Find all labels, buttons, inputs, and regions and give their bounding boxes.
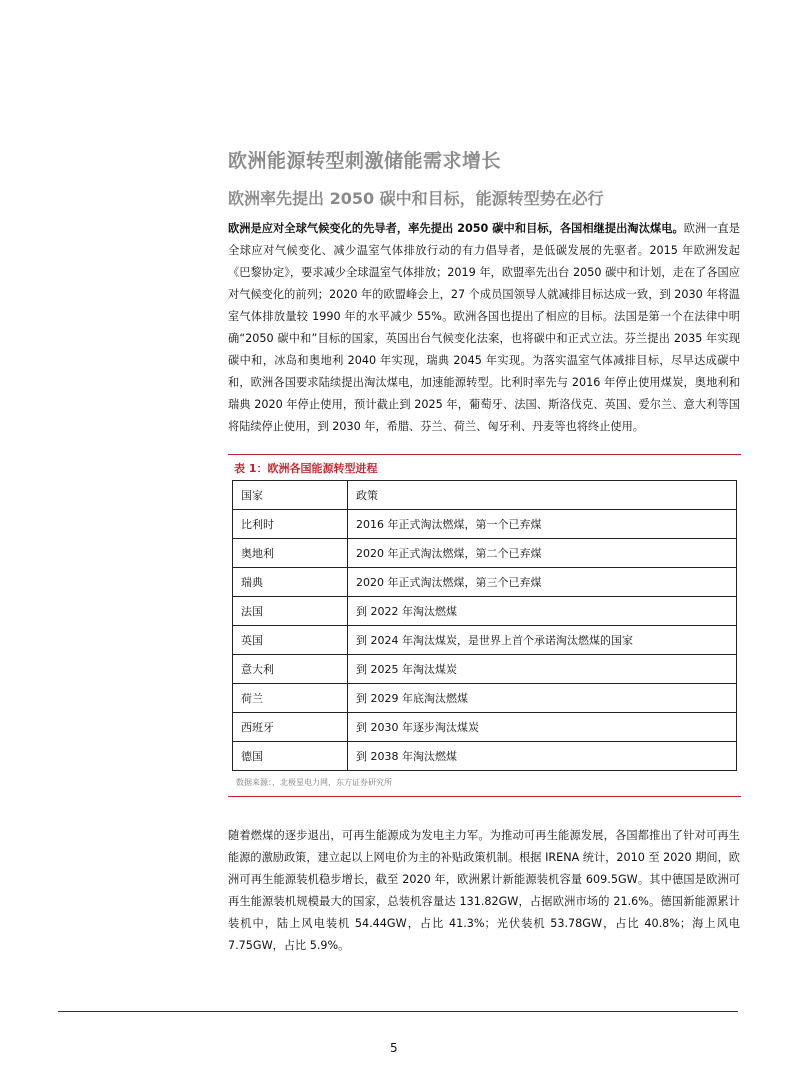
page-number: 5 bbox=[390, 1041, 398, 1055]
table-row bbox=[233, 626, 737, 655]
country-cell: 荷兰 bbox=[233, 684, 348, 713]
country-cell: 西班牙 bbox=[233, 713, 348, 742]
policy-cell: 到 2024 年淘汰煤炭，是世界上首个承诺淘汰燃煤的国家 bbox=[348, 626, 737, 655]
table-title: 表 1：欧洲各国能源转型进程 bbox=[234, 462, 378, 475]
country-cell: 意大利 bbox=[233, 655, 348, 684]
country-cell: 奥地利 bbox=[233, 539, 348, 568]
renewables-paragraph: 随着燃煤的逐步退出，可再生能源成为发电主力军。为推动可再生能源发展，各国都推出了针对可再生能源的激励政策，建立起以上网电价为主的补贴政策机制。根据 IRENA 统计，2010 至 2020 期间，欧洲可再生能源装机稳步增长，截至 2020 年，欧洲累计新能源装机容量 609.5GW。其中德国是欧洲可再生能源装机规模最大的国家，总装机容量达 131.82GW，占据欧洲市场的 21.6%。德国新能源累计装机中，陆上风电装机 54.44GW，占比 41.3%；光伏装机 53.78GW，占比 40.8%；海上风电 7.75GW，占比 5.9%。 bbox=[228, 829, 740, 952]
country-cell: 比利时 bbox=[233, 510, 348, 539]
table-row bbox=[233, 684, 737, 713]
policy-cell: 到 2025 年淘汰煤炭 bbox=[348, 655, 737, 684]
table-row bbox=[233, 597, 737, 626]
header-country: 国家 bbox=[233, 481, 348, 510]
policy-cell: 到 2038 年淘汰燃煤 bbox=[348, 742, 737, 771]
policy-cell: 2016 年正式淘汰燃煤，第一个已弃煤 bbox=[348, 510, 737, 539]
policy-cell: 2020 年正式淘汰燃煤，第三个已弃煤 bbox=[348, 568, 737, 597]
header-policy: 政策 bbox=[348, 481, 737, 510]
table-row bbox=[233, 539, 737, 568]
country-cell: 英国 bbox=[233, 626, 348, 655]
policy-cell: 到 2022 年淘汰燃煤 bbox=[348, 597, 737, 626]
country-cell: 瑞典 bbox=[233, 568, 348, 597]
table-row bbox=[233, 655, 737, 684]
section-heading: 欧洲能源转型刺激储能需求增长 bbox=[228, 150, 502, 172]
footer-divider bbox=[58, 1011, 738, 1012]
policy-table-block bbox=[228, 454, 741, 797]
table-header-row bbox=[233, 481, 737, 510]
table-row bbox=[233, 742, 737, 771]
table-row bbox=[233, 713, 737, 742]
energy-transition-table bbox=[232, 480, 737, 771]
table-row bbox=[233, 568, 737, 597]
country-cell: 法国 bbox=[233, 597, 348, 626]
table-row bbox=[233, 510, 737, 539]
intro-body-text: 欧洲一直是全球应对气候变化、减少温室气体排放行动的有力倡导者，是低碳发展的先驱者。2015 年欧洲发起《巴黎协定》，要求减少全球温室气体排放；2019 年，欧盟率先出台 2050 碳中和计划，走在了各国应对气候变化的前列；2020 年的欧盟峰会上，27 个成员国领导人就减排目标达成一致，到 2030 年将温室气体排放量较 1990 年的水平减少 55%。欧洲各国也提出了相应的目标。法国是第一个在法律中明确“2050 碳中和”目标的国家，英国出台气候变化法案，也将碳中和正式立法。芬兰提出 2035 年实现碳中和，冰岛和奥地利 2040 年实现，瑞典 2045 年实现。为落实温室气体减排目标，尽早达成碳中和，欧洲各国要求陆续提出淘汰煤电，加速能源转型。比利时率先与 2016 年停止使用煤炭，奥地利和瑞典 2020 年停止使用，预计截止到 2025 年，葡萄牙、法国、斯洛伐克、英国、爱尔兰、意大利等国将陆续停止使用，到 2030 年，希腊、芬兰、荷兰、匈牙利、丹麦等也将终止使用。 bbox=[228, 222, 740, 433]
table-source-note: 数据来源：，北极星电力网，东方证券研究所 bbox=[236, 778, 392, 787]
country-cell: 德国 bbox=[233, 742, 348, 771]
policy-cell: 到 2029 年底淘汰燃煤 bbox=[348, 684, 737, 713]
policy-cell: 2020 年正式淘汰燃煤，第二个已弃煤 bbox=[348, 539, 737, 568]
intro-paragraph bbox=[228, 218, 740, 438]
intro-lead-sentence: 欧洲是应对全球气候变化的先导者，率先提出 2050 碳中和目标，各国相继提出淘汰煤电。 bbox=[228, 222, 684, 235]
policy-cell: 到 2030 年逐步淘汰煤炭 bbox=[348, 713, 737, 742]
section-subheading: 欧洲率先提出 2050 碳中和目标，能源转型势在必行 bbox=[228, 189, 604, 208]
table-bottom-rule bbox=[228, 796, 741, 797]
